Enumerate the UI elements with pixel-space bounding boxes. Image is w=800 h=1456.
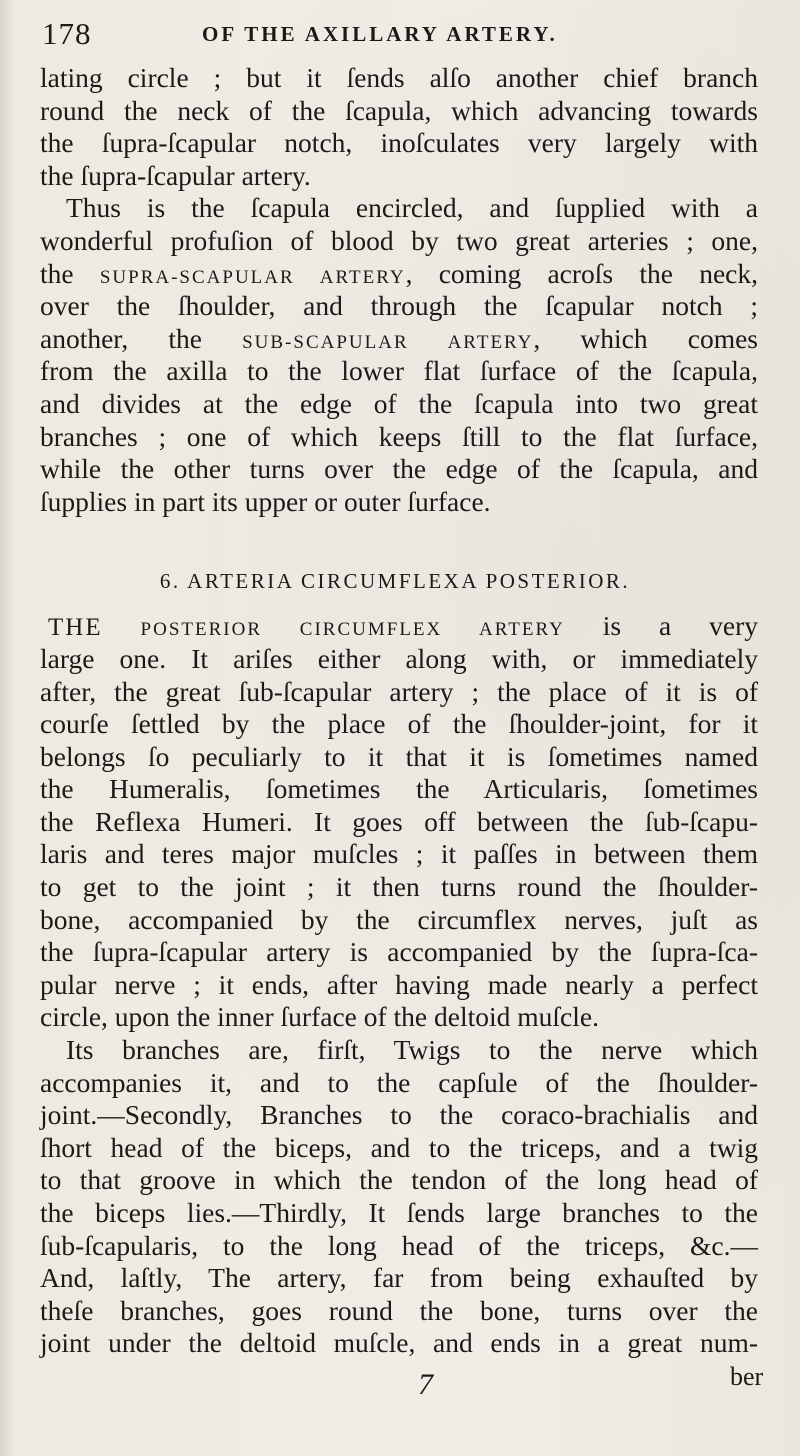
text-line	[40, 610, 758, 643]
text-line: from the axilla to the lower flat ſurface of the ſcapula,	[40, 355, 758, 387]
text-line: lating circle ; but it ſends alſo another chief branch	[40, 62, 758, 93]
text-line: after, the great ſub-ſcapular artery ; the place of it is of	[40, 675, 758, 707]
text-line: wonderful profuſion of blood by two great arteries ; one,	[40, 224, 758, 256]
text-line: to that groove in which the tendon of the long head of	[40, 1164, 758, 1196]
text-fragment: is a very	[564, 610, 758, 642]
artery-name: SUPRA-SCAPULAR ARTERY	[99, 266, 406, 288]
text-line: the ſupra-ſcapular notch, inoſculates very largely with	[40, 127, 758, 159]
text-line: pular nerve ; it ends, after having made nearly a perfect	[40, 968, 758, 1000]
text-line: the biceps lies.—Thirdly, It ſends large branches to the	[40, 1197, 758, 1228]
text-line: large one. It ariſes either along with, or immediately	[40, 642, 758, 674]
text-line: theſe branches, goes round the bone, turns over the	[40, 1294, 758, 1326]
text-line: joint under the deltoid muſcle, and ends in a great num-	[40, 1327, 758, 1359]
text-fragment: another, the	[40, 322, 243, 354]
text-line: branches ; one of which keeps ſtill to the flat ſurface,	[40, 420, 758, 452]
running-head: OF THE AXILLARY ARTERY.	[202, 22, 558, 46]
page-footer	[0, 1362, 800, 1408]
text-fragment: , coming acroſs the neck,	[405, 257, 758, 289]
text-line: circle, upon the inner ſurface of the deltoid muſcle.	[40, 1001, 599, 1033]
text-line: over the ſhoulder, and through the ſcapular notch ;	[40, 290, 758, 322]
text-line: Thus is the ſcapula encircled, and ſupplied with a	[66, 192, 758, 224]
paragraph	[40, 62, 758, 192]
catchword: ber	[730, 1362, 764, 1391]
paragraph	[40, 610, 758, 1034]
text-line: bone, accompanied by the circumflex nerves, juſt as	[40, 903, 758, 935]
text-line	[40, 323, 758, 356]
text-line: the Reflexa Humeri. It goes off between the ſub-ſcapu-	[40, 805, 758, 837]
text-line: while the other turns over the edge of the ſcapula, and	[40, 453, 758, 485]
text-line: And, laſtly, The artery, far from being exhauſted by	[40, 1262, 758, 1294]
text-line: to get to the joint ; it then turns round the ſhoulder-	[40, 871, 758, 903]
text-line: courſe ſettled by the place of the ſhoulder-joint, for it	[40, 708, 758, 740]
paragraph	[40, 192, 758, 518]
signature-mark: 7	[418, 1368, 433, 1401]
text-line	[40, 258, 758, 291]
text-line: laris and teres major muſcles ; it paſſes in between them	[40, 838, 758, 870]
body-text	[40, 62, 758, 1360]
text-line: round the neck of the ſcapula, which advancing towards	[40, 94, 758, 126]
text-line: accompanies it, and to the capſule of the ſhoulder-	[40, 1066, 758, 1098]
text-line: the Humeralis, ſometimes the Articularis, ſometimes	[40, 773, 758, 805]
artery-name: POSTERIOR CIRCUMFLEX ARTERY	[140, 619, 565, 641]
text-line: the ſupra-ſcapular artery is accompanied by the ſupra-ſca-	[40, 936, 758, 968]
text-line: the ſupra-ſcapular artery.	[40, 159, 311, 191]
drop-word: THE	[48, 614, 103, 642]
text-line: Its branches are, firſt, Twigs to the nerve which	[66, 1034, 758, 1066]
text-line: belongs ſo peculiarly to it that it is ſometimes named	[40, 740, 758, 772]
text-fragment: the	[40, 257, 100, 289]
text-line: and divides at the edge of the ſcapula into two great	[40, 387, 758, 419]
page-number: 178	[42, 16, 92, 51]
page-header	[42, 14, 772, 54]
text-line: joint.—Secondly, Branches to the coraco-brachialis and	[40, 1099, 758, 1131]
text-line: ſupplies in part its upper or outer ſurface.	[40, 485, 491, 517]
text-fragment: , which comes	[533, 322, 758, 354]
paragraph	[40, 1034, 758, 1360]
artery-name: SUB-SCAPULAR ARTERY	[242, 331, 534, 353]
text-line: ſub-ſcapularis, to the long head of the triceps, &c.—	[40, 1229, 758, 1261]
text-line: ſhort head of the biceps, and to the triceps, and a twig	[40, 1131, 758, 1163]
section-heading: 6. ARTERIA CIRCUMFLEXA POSTERIOR.	[159, 569, 631, 594]
